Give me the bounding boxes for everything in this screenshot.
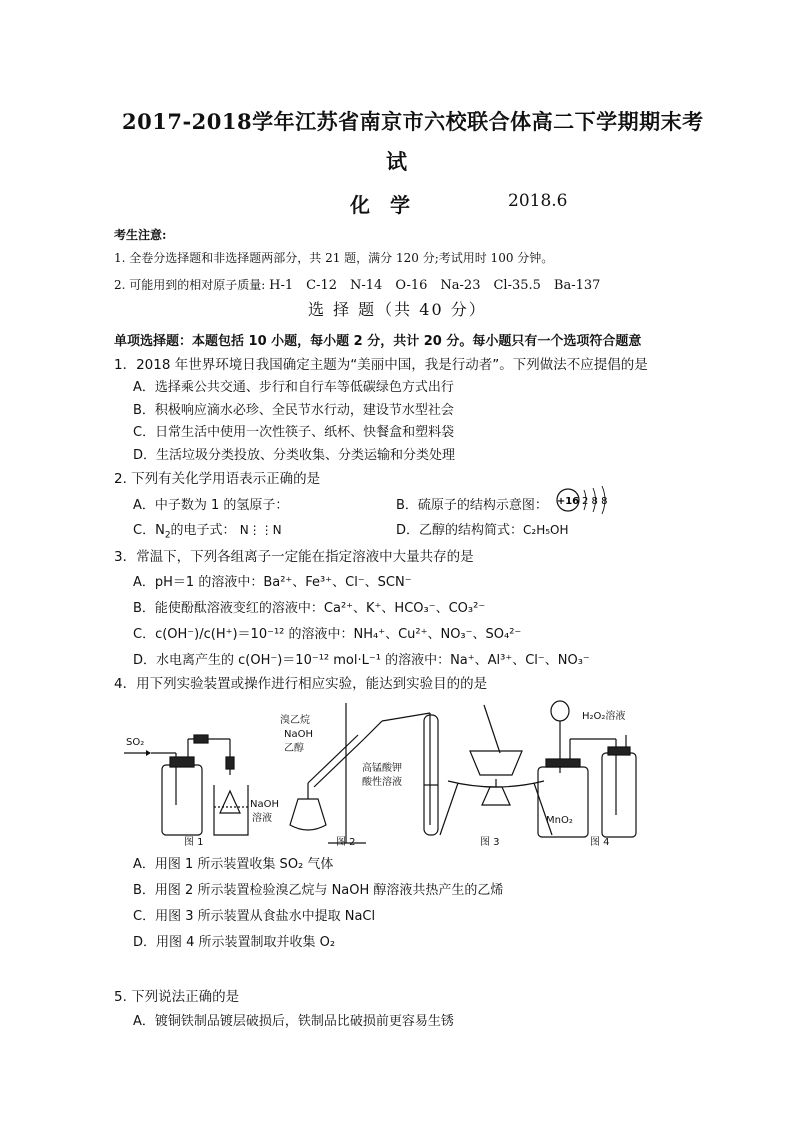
q3-option-a: A．pH＝1 的溶液中：Ba²⁺、Fe³⁺、Cl⁻、SCN⁻ [133,575,412,590]
q4-option-a: A．用图 1 所示装置收集 SO₂ 气体 [133,857,334,872]
atom-nucleus-label: +16 [556,496,580,507]
fig2-kmno4-1: 高锰酸钾 [362,763,402,774]
q3-stem: 3．常温下，下列各组离子一定能在指定溶液中大量共存的是 [114,549,474,565]
figure-3-caption: 图 3 [480,837,500,848]
fig4-mno2-label: MnO₂ [546,815,573,826]
apparatus-figures [118,695,648,850]
q1-stem: 1．2018 年世界环境日我国确定主题为“美丽中国，我是行动者”。下列做法不应提倡的是 [114,357,648,373]
notice-heading: 考生注意: [114,228,167,242]
q2-stem: 2. 下列有关化学用语表示正确的是 [114,471,321,487]
q1-option-a: A．选择乘公共交通、步行和自行车等低碳绿色方式出行 [133,380,454,395]
ethanol-formula: C₂H₅OH [523,523,569,537]
q2-d-prefix: D．乙醇的结构简式： [396,523,524,538]
figure-4-caption: 图 4 [590,837,610,848]
q2-c-suffix: 的电子式： [170,523,236,538]
figure-3 [440,705,552,835]
notice-item-2-prefix: 2. 可能用到的相对原子质量: [114,278,266,292]
n2-electron-formula: N⋮⋮N [239,523,282,537]
atom-shells-label: 2 8 8 [582,496,608,507]
instruction-text: 单项选择题：本题包括 10 小题，每小题 2 分，共计 20 分。每小题只有一个选项符合题意 [114,334,642,349]
exam-date: 2018.6 [508,191,568,211]
q1-option-c: C．日常生活中使用一次性筷子、纸杯、快餐盒和塑料袋 [133,425,455,440]
figure-2-caption: 图 2 [336,837,356,848]
q1-option-b: B．积极响应滴水必珍、全民节水行动，建设节水型社会 [133,403,454,418]
fig2-reagent-3: 乙醇 [284,743,304,754]
q4-option-d: D．用图 4 所示装置制取并收集 O₂ [133,935,336,950]
fig2-reagent-1: 溴乙烷 [280,715,310,726]
fig1-solution-label-2: 溶液 [252,813,272,824]
q1-option-d: D．生活垃圾分类投放、分类收集、分类运输和分类处理 [133,448,456,463]
q5-stem: 5. 下列说法正确的是 [114,989,240,1005]
section-title: 选 择 题（共 40 分） [308,300,487,319]
figure-2 [280,703,438,843]
fig2-reagent-2: NaOH [284,729,313,740]
figure-1-caption: 图 1 [184,837,204,848]
atomic-masses: H-1 C-12 N-14 O-16 Na-23 Cl-35.5 Ba-137 [269,278,601,293]
q2-c-prefix: C．N [133,523,165,538]
q4-stem: 4．用下列实验装置或操作进行相应实验，能达到实验目的的是 [114,676,488,692]
q4-option-b: B．用图 2 所示装置检验溴乙烷与 NaOH 醇溶液共热产生的乙烯 [133,883,504,898]
q2-c-sub: 2 [164,530,171,541]
figure-4 [538,701,636,837]
q2-option-d [396,519,569,538]
q3-option-d: D．水电离产生的 c(OH⁻)＝10⁻¹² mol·L⁻¹ 的溶液中：Na⁺、Al³⁺、Cl⁻、NO₃⁻ [133,653,590,668]
figure-1 [124,735,279,835]
q2-option-a: A．中子数为 1 的氢原子： [133,498,289,513]
fig1-gas-label: SO₂ [126,737,145,748]
subject-label: 化 学 [350,193,410,217]
sulfur-atom-diagram [555,486,615,518]
fig1-solution-label: NaOH [250,799,279,810]
fig2-kmno4-2: 酸性溶液 [362,777,402,788]
q3-option-b: B．能使酚酞溶液变红的溶液中：Ca²⁺、K⁺、HCO₃⁻、CO₃²⁻ [133,601,486,616]
q2-option-c [133,519,282,541]
title-line-1: 2017-2018学年江苏省南京市六校联合体高二下学期期末考 [122,109,704,134]
title-line-2: 试 [386,149,408,174]
notice-item-2 [114,274,600,293]
q3-option-c: C．c(OH⁻)/c(H⁺)＝10⁻¹² 的溶液中：NH₄⁺、Cu²⁺、NO₃⁻、SO₄²⁻ [133,627,522,642]
fig4-h2o2-label: H₂O₂溶液 [582,711,626,722]
notice-item-1: 1. 全卷分选择题和非选择题两部分，共 21 题，满分 120 分;考试用时 100 分钟。 [114,251,554,265]
q2-option-b: B．硫原子的结构示意图： [396,498,548,513]
q4-option-c: C．用图 3 所示装置从食盐水中提取 NaCl [133,909,376,924]
q5-option-a: A．镀铜铁制品镀层破损后，铁制品比破损前更容易生锈 [133,1014,454,1029]
